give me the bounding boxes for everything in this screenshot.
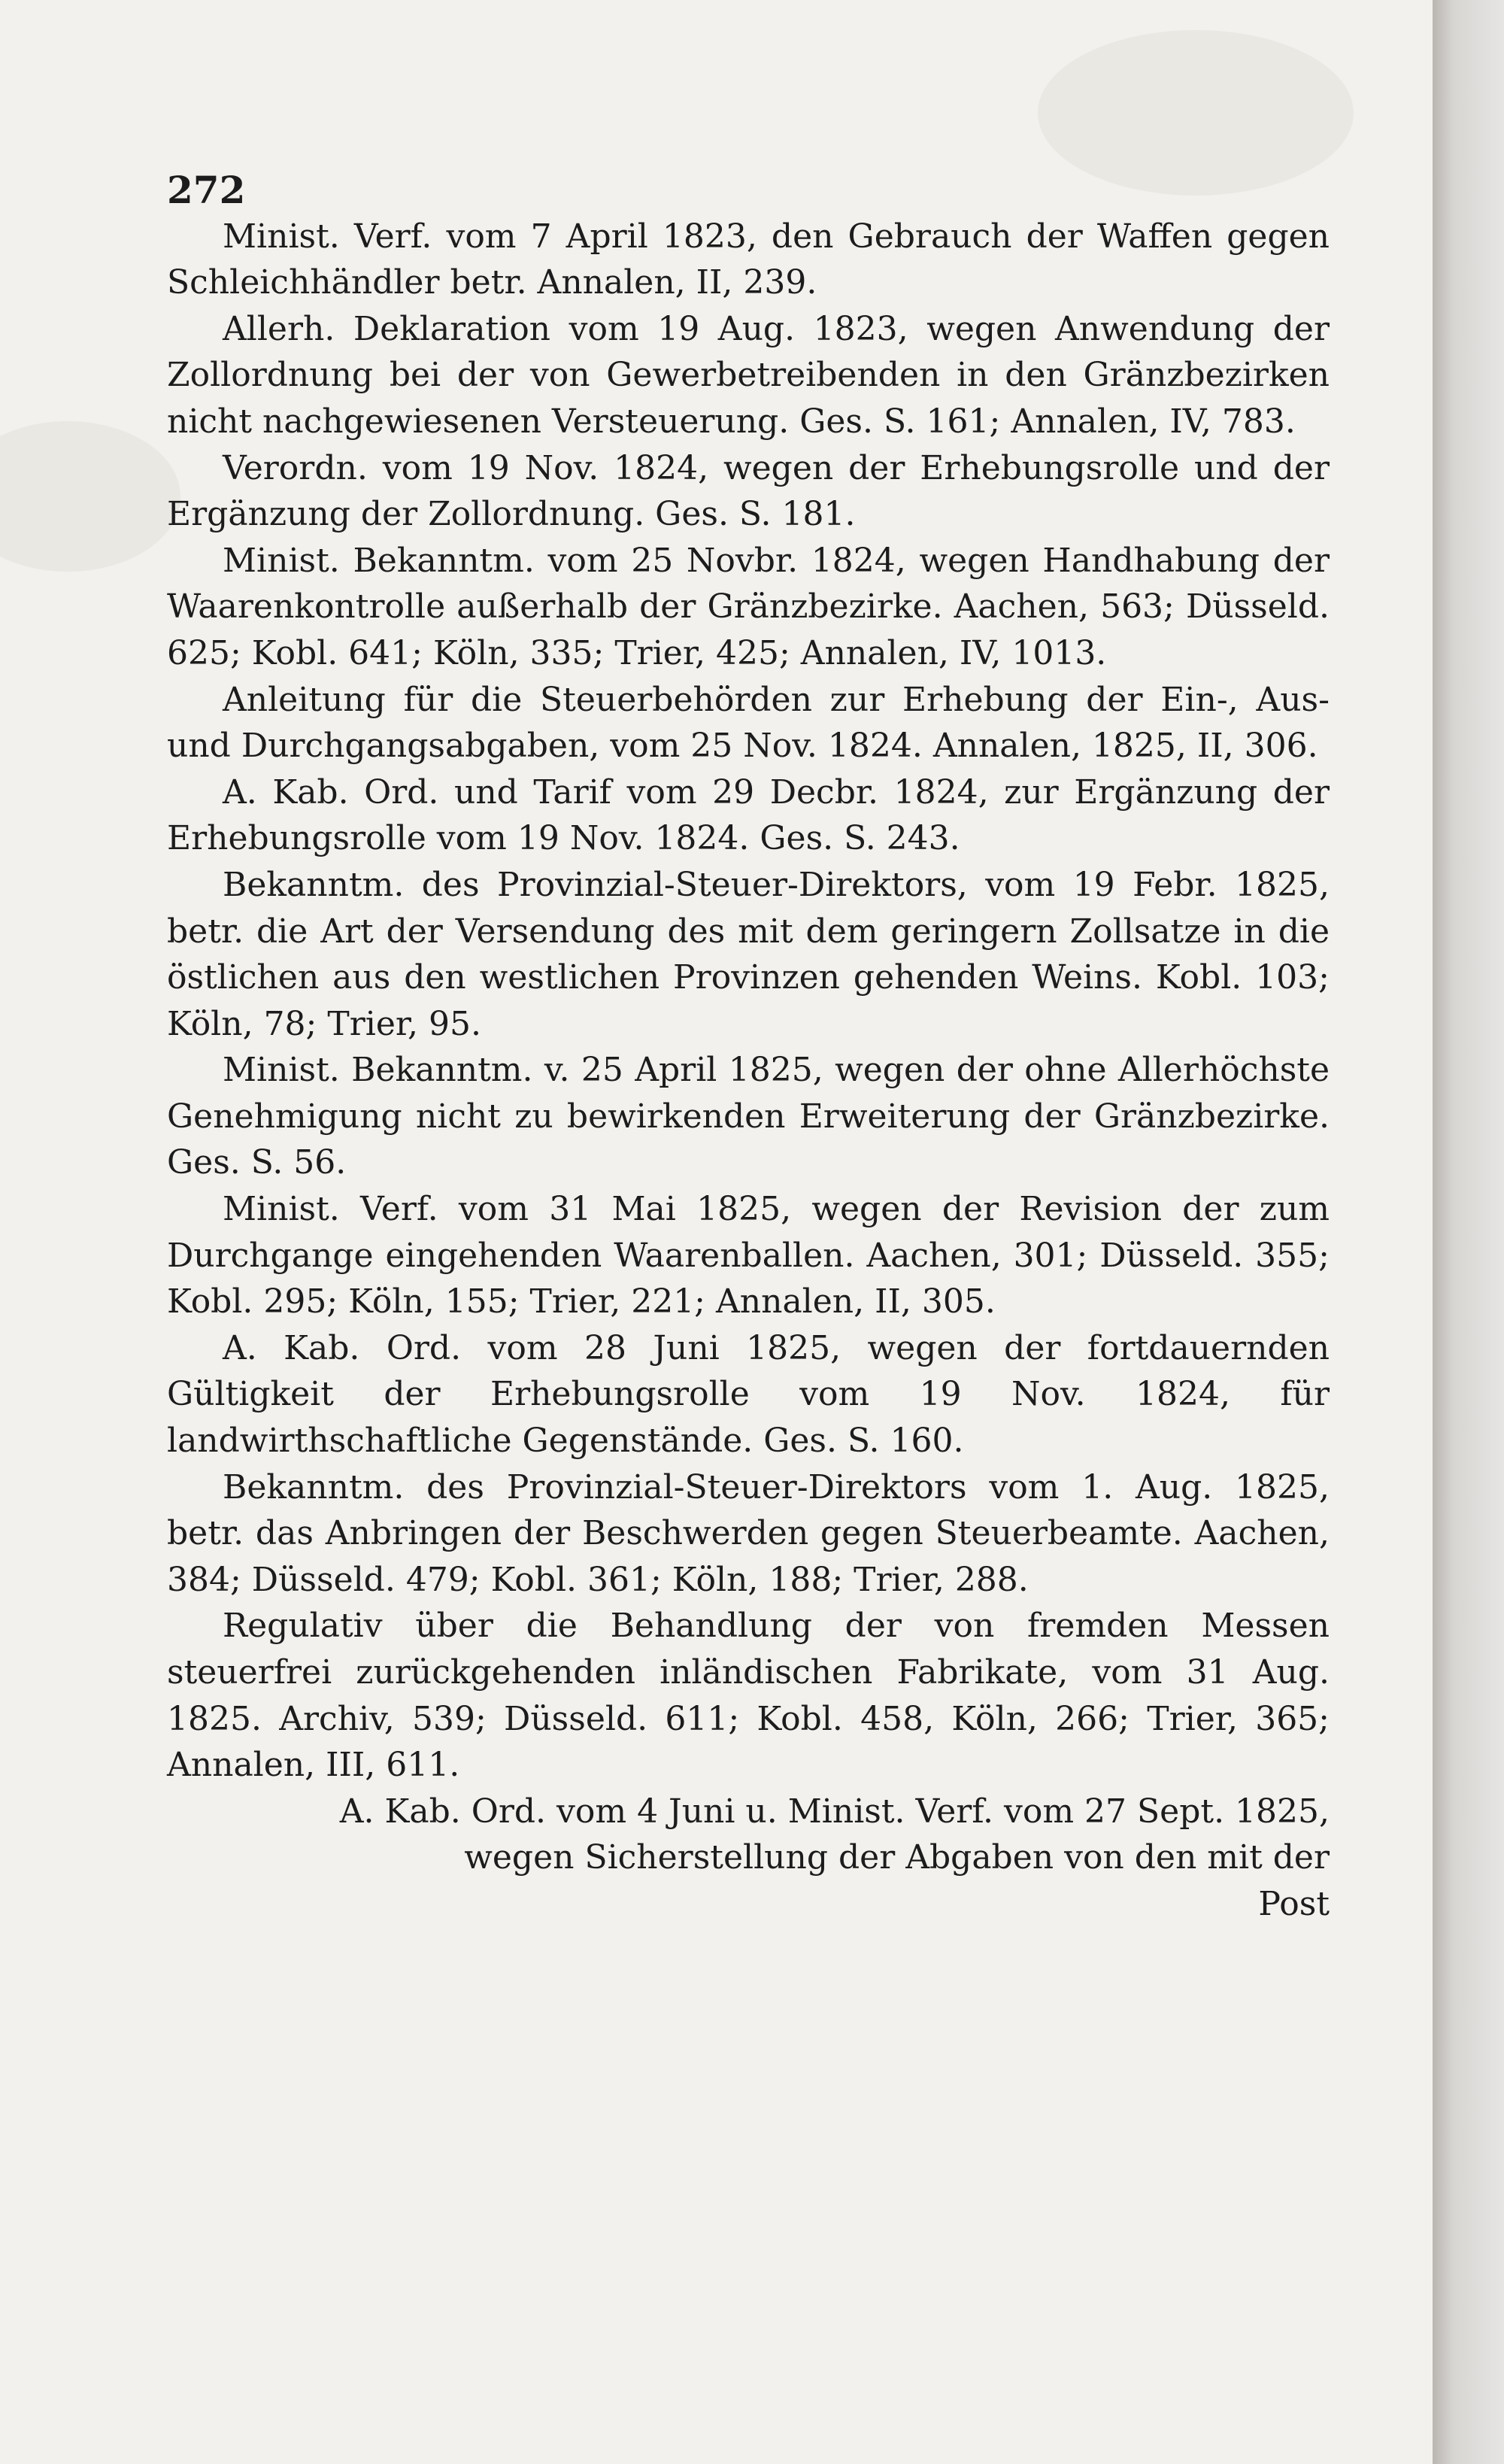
paper-stain <box>0 421 180 572</box>
entry-1: Minist. Verf. vom 7 April 1823, den Gebrauch der Waffen gegen Schleichhändler betr. Annalen, II, 239. <box>167 217 1330 302</box>
page-text <box>167 167 1330 1928</box>
page-number: 272 <box>167 168 246 212</box>
entry-10: A. Kab. Ord. vom 28 Juni 1825, wegen der fortdauernden Gültigkeit der Erhebungsrolle vom 19 Nov. 1824, für landwirthschaftliche Gegenstände. Ges. S. 160. <box>167 1328 1330 1461</box>
entry-11: Bekanntm. des Provinzial-Steuer-Direktors vom 1. Aug. 1825, betr. das Anbringen der Beschwerden gegen Steuerbeamte. Aachen, 384; Düsseld. 479; Kobl. 361; Köln, 188; Trier, 288. <box>167 1467 1330 1599</box>
entry-9: Minist. Verf. vom 31 Mai 1825, wegen der Revision der zum Durchgange eingehenden Waarenballen. Aachen, 301; Düsseld. 355; Kobl. 295; Köln, 155; Trier, 221; Annalen, II, 305. <box>167 1190 1330 1322</box>
book-gutter <box>1433 0 1504 2464</box>
entry-2: Allerh. Deklaration vom 19 Aug. 1823, wegen Anwendung der Zollordnung bei der von Gewerbetreibenden in den Gränzbezirken nicht nachgewiesenen Versteuerung. Ges. S. 161; Annalen, IV, 783. <box>167 309 1330 441</box>
catchword: Post <box>1258 1884 1330 1923</box>
entry-5: Anleitung für die Steuerbehörden zur Erhebung der Ein-, Aus- und Durchgangsabgaben, vom 25 Nov. 1824. Annalen, 1825, II, 306. <box>167 680 1330 766</box>
entry-8: Minist. Bekanntm. v. 25 April 1825, wegen der ohne Allerhöchste Genehmigung nicht zu bewirkenden Erweiterung der Gränzbezirke. Ges. S. 56. <box>167 1051 1330 1182</box>
entry-4: Minist. Bekanntm. vom 25 Novbr. 1824, wegen Handhabung der Waarenkontrolle außerhalb der Gränzbezirke. Aachen, 563; Düsseld. 625; Kobl. 641; Köln, 335; Trier, 425; Annalen, IV, 1013. <box>167 541 1330 672</box>
entry-3: Verordn. vom 19 Nov. 1824, wegen der Erhebungsrolle und der Ergänzung der Zollordnung. Ges. S. 181. <box>167 448 1330 534</box>
entry-6: A. Kab. Ord. und Tarif vom 29 Decbr. 1824, zur Ergänzung der Erhebungsrolle vom 19 Nov. 1824. Ges. S. 243. <box>167 772 1330 858</box>
entry-7: Bekanntm. des Provinzial-Steuer-Direktors, vom 19 Febr. 1825, betr. die Art der Versendung des mit dem geringern Zollsatze in die östlichen aus den westlichen Provinzen gehenden Weins. Kobl. 103; Köln, 78; Trier, 95. <box>167 865 1330 1043</box>
entry-13: A. Kab. Ord. vom 4 Juni u. Minist. Verf. vom 27 Sept. 1825, wegen Sicherstellung der Abgaben von den mit der <box>339 1792 1330 1877</box>
entry-12: Regulativ über die Behandlung der von fremden Messen steuerfrei zurückgehenden inländischen Fabrikate, vom 31 Aug. 1825. Archiv, 539; Düsseld. 611; Kobl. 458, Köln, 266; Trier, 365; Annalen, III, 611. <box>167 1607 1330 1785</box>
